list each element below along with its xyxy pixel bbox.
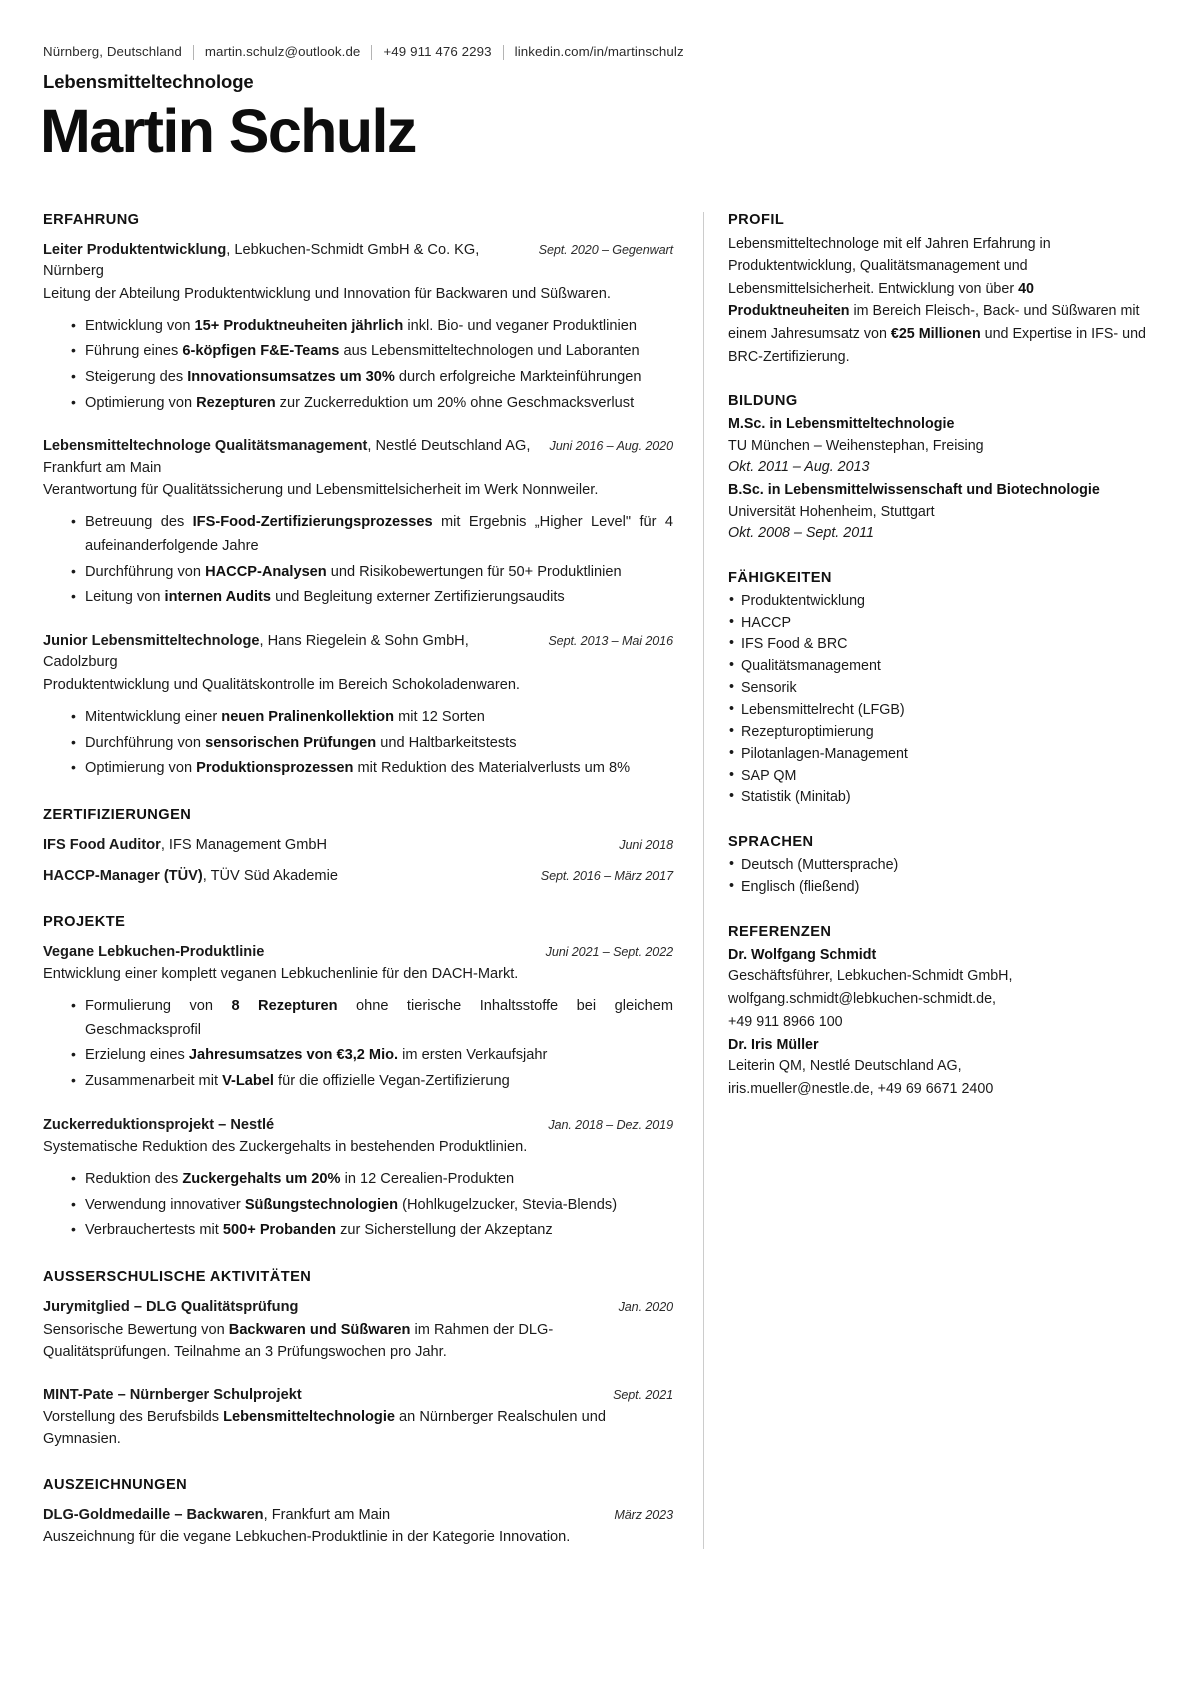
activity-description xyxy=(43,1320,673,1364)
experience-entry-bullets xyxy=(43,511,673,610)
bullet-text: Optimierung von xyxy=(85,760,197,777)
language-list xyxy=(728,855,1150,899)
activity-entry xyxy=(43,1385,673,1451)
section-references xyxy=(728,924,1150,1101)
section-heading-experience: ERFAHRUNG xyxy=(43,211,140,228)
experience-entry-date: Juni 2016 – Aug. 2020 xyxy=(549,439,673,454)
bullet-item xyxy=(71,511,673,558)
bullet-item xyxy=(71,340,673,364)
contact-email[interactable]: martin.schulz@outlook.de xyxy=(204,44,361,59)
reference-name: Dr. Iris Müller xyxy=(728,1037,819,1054)
bullet-text: in 12 Cerealien-Produkten xyxy=(340,1171,515,1188)
certification-org: , TÜV Süd Akademie xyxy=(202,867,338,884)
activity-desc-text: Sensorische Bewertung von xyxy=(43,1321,229,1338)
education-school: TU München – Weihenstephan, Freising xyxy=(728,437,984,454)
project-entry-summary: Entwicklung einer komplett veganen Lebkuchenlinie für den DACH-Markt. xyxy=(43,966,519,983)
skill-item: • Produktentwicklung xyxy=(728,591,1150,613)
project-entry-title-line xyxy=(43,942,543,964)
activity-title: MINT-Pate – Nürnberger Schulprojekt xyxy=(43,1386,302,1403)
activity-desc-highlight: Backwaren und Süßwaren xyxy=(228,1321,411,1338)
experience-entry xyxy=(43,631,673,781)
contact-line xyxy=(43,44,1150,60)
project-entry-title-line xyxy=(43,1115,543,1137)
skill-item: • Statistik (Minitab) xyxy=(728,787,1150,809)
section-heading-projects: PROJEKTE xyxy=(43,913,126,930)
experience-entry-org: , Lebkuchen-Schmidt GmbH & Co. KG, Nürnberg xyxy=(43,241,480,280)
bullet-highlight: V-Label xyxy=(222,1073,274,1090)
bullet-text: für die offizielle Vegan-Zertifizierung xyxy=(273,1073,510,1090)
skill-item: • Pilotanlagen-Management xyxy=(728,744,1150,766)
bullet-text: Führung eines xyxy=(85,343,183,360)
bullet-text: im ersten Verkaufsjahr xyxy=(398,1047,548,1064)
bullet-text: Formulierung von xyxy=(85,998,232,1015)
bullet-text: aus Lebensmitteltechnologen und Laboranten xyxy=(339,343,640,360)
contact-separator-icon xyxy=(503,45,504,60)
section-profile xyxy=(728,212,1150,368)
section-education xyxy=(728,393,1150,545)
language-item: • Deutsch (Muttersprache) xyxy=(728,855,1150,877)
bullet-text: (Hohlkugelzucker, Stevia-Blends) xyxy=(398,1196,618,1213)
experience-entry-title-line xyxy=(43,436,543,479)
project-entry-date: Jan. 2018 – Dez. 2019 xyxy=(548,1117,673,1132)
section-heading-activities: AUSSERSCHULISCHE AKTIVITÄTEN xyxy=(43,1269,312,1286)
section-heading-references: REFERENZEN xyxy=(728,924,832,941)
award-entry-header xyxy=(43,1505,673,1527)
experience-entry-title: Junior Lebensmitteltechnologe xyxy=(43,632,260,649)
profile-highlight-products: 40 Produktneuheiten xyxy=(728,280,1034,320)
section-experience xyxy=(43,212,673,781)
skill-item: • Lebensmittelrecht (LFGB) xyxy=(728,700,1150,722)
experience-entry-title-line xyxy=(43,631,543,674)
experience-entry-title: Leiter Produktentwicklung xyxy=(43,241,227,258)
experience-entry-summary: Produktentwicklung und Qualitätskontrolle im Bereich Schokoladenwaren. xyxy=(43,677,520,694)
bullet-highlight: Jahresumsatzes von €3,2 Mio. xyxy=(188,1047,399,1064)
experience-entry-header xyxy=(43,436,673,479)
section-heading-awards: AUSZEICHNUNGEN xyxy=(43,1476,188,1493)
experience-entry-org: , Nestlé Deutschland AG, Frankfurt am Main xyxy=(43,438,531,476)
bullet-text: mit Ergebnis „Higher Level" für 4 aufeinanderfolgende Jahre xyxy=(85,514,673,554)
experience-entry-summary: Leitung der Abteilung Produktentwicklung und Innovation für Backwaren und Süßwaren. xyxy=(43,285,611,302)
profile-highlight-revenue: €25 Millionen xyxy=(890,325,981,342)
project-list xyxy=(43,942,673,1243)
bullet-text: und Risikobewertungen für 50+ Produktlinien xyxy=(326,563,622,580)
profile-text-part3: und Expertise in IFS- und BRC-Zertifizierung. xyxy=(728,325,1146,365)
experience-entry-summary: Verantwortung für Qualitätssicherung und Lebensmittelsicherheit im Werk Nonnweiler. xyxy=(43,482,599,499)
education-list xyxy=(728,414,1150,545)
project-entry-header xyxy=(43,942,673,964)
section-projects xyxy=(43,914,673,1243)
contact-phone[interactable]: +49 911 476 2293 xyxy=(383,44,492,59)
reference-detail: Leiterin QM, Nestlé Deutschland AG, xyxy=(728,1058,962,1075)
activity-desc-highlight: Lebensmitteltechnologie xyxy=(223,1409,395,1426)
activity-title-line xyxy=(43,1385,543,1407)
bullet-text: Verwendung innovativer xyxy=(85,1196,245,1213)
certification-entry xyxy=(43,866,673,888)
bullet-item xyxy=(71,1070,673,1094)
experience-entry-header xyxy=(43,631,673,674)
bullet-highlight: Zuckergehalts um 20% xyxy=(182,1171,341,1188)
bullet-item xyxy=(71,732,673,756)
project-entry xyxy=(43,942,673,1094)
bullet-text: zur Sicherstellung der Akzeptanz xyxy=(336,1222,553,1239)
experience-entry xyxy=(43,240,673,416)
bullet-item xyxy=(71,1168,673,1192)
award-entry-title-line xyxy=(43,1505,543,1527)
award-entry xyxy=(43,1505,673,1549)
education-entry xyxy=(728,480,1150,544)
bullet-item xyxy=(71,1219,673,1243)
certification-date: Juni 2018 xyxy=(619,837,673,852)
experience-entry xyxy=(43,436,673,610)
experience-entry-bullets xyxy=(43,315,673,416)
profile-text-part2: im Bereich Fleisch-, Back- und Süßwaren mit einem Jahresumsatz von xyxy=(728,303,1140,342)
project-entry-header xyxy=(43,1115,673,1137)
bullet-highlight: 500+ Probanden xyxy=(222,1222,337,1239)
certification-date: Sept. 2016 – März 2017 xyxy=(540,868,673,883)
project-entry-title: Vegane Lebkuchen-Produktlinie xyxy=(43,943,265,960)
project-entry xyxy=(43,1115,673,1243)
project-entry-title: Zuckerreduktionsprojekt – Nestlé xyxy=(43,1116,275,1133)
skill-item: • Rezepturoptimierung xyxy=(728,722,1150,744)
reference-entry xyxy=(728,945,1150,1034)
reference-detail: Geschäftsführer, Lebkuchen-Schmidt GmbH, xyxy=(728,968,1013,985)
bullet-text: Reduktion des xyxy=(85,1171,183,1188)
activity-list xyxy=(43,1297,673,1451)
bullet-highlight: 15+ Produktneuheiten jährlich xyxy=(194,317,404,334)
bullet-highlight: Innovationsumsatzes um 30% xyxy=(187,368,395,385)
page-title: Martin Schulz xyxy=(40,96,416,165)
language-item: • Englisch (fließend) xyxy=(728,877,1150,899)
bullet-text: zur Zuckerreduktion um 20% ohne Geschmacksverlust xyxy=(275,394,635,411)
bullet-text: Mitentwicklung einer xyxy=(85,708,222,725)
contact-separator-icon xyxy=(371,45,372,60)
skill-list xyxy=(728,591,1150,810)
contact-location: Nürnberg, Deutschland xyxy=(43,44,182,59)
certification-title: HACCP-Manager (TÜV) xyxy=(43,867,203,884)
bullet-item xyxy=(71,561,673,585)
main-column xyxy=(43,212,703,1550)
skill-item: • Qualitätsmanagement xyxy=(728,656,1150,678)
activity-entry xyxy=(43,1297,673,1363)
activity-title: Jurymitglied – DLG Qualitätsprüfung xyxy=(43,1299,299,1316)
activity-desc-text: im Rahmen der DLG-Qualitätsprüfungen. Teilnahme an 3 Prüfungswochen pro Jahr. xyxy=(43,1321,554,1360)
education-dates: Okt. 2011 – Aug. 2013 xyxy=(728,458,870,475)
award-entry-summary: Auszeichnung für die vegane Lebkuchen-Produktlinie in der Kategorie Innovation. xyxy=(43,1529,571,1546)
bullet-highlight: internen Audits xyxy=(164,589,272,606)
activity-description xyxy=(43,1407,673,1451)
contact-linkedin[interactable]: linkedin.com/in/martinschulz xyxy=(514,44,684,59)
award-entry-date: März 2023 xyxy=(614,1507,673,1522)
bullet-highlight: neuen Pralinenkollektion xyxy=(221,708,395,725)
bullet-text: und Begleitung externer Zertifizierungsaudits xyxy=(271,589,565,606)
sidebar-column xyxy=(704,212,1150,1103)
bullet-item xyxy=(71,392,673,416)
section-heading-certifications: ZERTIFIZIERUNGEN xyxy=(43,806,192,823)
activity-date: Sept. 2021 xyxy=(613,1387,673,1402)
bullet-item xyxy=(71,995,673,1042)
bullet-item xyxy=(71,366,673,390)
bullet-text: mit Reduktion des Materialverlusts um 8% xyxy=(353,760,631,777)
contact-separator-icon xyxy=(193,45,194,60)
bullet-text: Durchführung von xyxy=(85,734,206,751)
bullet-text: Durchführung von xyxy=(85,563,206,580)
experience-entry-date: Sept. 2020 – Gegenwart xyxy=(538,242,673,257)
section-heading-languages: SPRACHEN xyxy=(728,834,814,851)
bullet-highlight: 8 Rezepturen xyxy=(231,998,338,1015)
bullet-item xyxy=(71,706,673,730)
education-degree: M.Sc. in Lebensmitteltechnologie xyxy=(728,416,955,433)
bullet-text: Leitung von xyxy=(85,589,165,606)
section-awards xyxy=(43,1477,673,1549)
resume-body xyxy=(43,212,1150,1550)
award-entry-title: DLG-Goldmedaille – Backwaren xyxy=(43,1506,264,1523)
experience-entry-bullets xyxy=(43,706,673,781)
activity-entry-header xyxy=(43,1297,673,1319)
profile-text xyxy=(728,233,1150,368)
bullet-highlight: sensorischen Prüfungen xyxy=(205,734,377,751)
project-entry-summary: Systematische Reduktion des Zuckergehalts in bestehenden Produktlinien. xyxy=(43,1139,528,1156)
bullet-item xyxy=(71,1044,673,1068)
reference-detail: +49 911 8966 100 xyxy=(728,1014,843,1031)
skill-item: • SAP QM xyxy=(728,766,1150,788)
bullet-text: Steigerung des xyxy=(85,368,188,385)
certification-list xyxy=(43,835,673,888)
bullet-text: durch erfolgreiche Markteinführungen xyxy=(394,368,642,385)
experience-list xyxy=(43,240,673,781)
bullet-highlight: Produktionsprozessen xyxy=(196,760,354,777)
project-entry-bullets xyxy=(43,1168,673,1243)
section-heading-skills: FÄHIGKEITEN xyxy=(728,569,832,586)
certification-entry xyxy=(43,835,673,857)
experience-entry-title-line xyxy=(43,240,543,283)
award-list xyxy=(43,1505,673,1549)
bullet-text: Entwicklung von xyxy=(85,317,195,334)
bullet-item xyxy=(71,315,673,339)
bullet-text: ohne tierische Inhaltsstoffe bei gleichem Geschmacksprofil xyxy=(85,998,673,1038)
experience-entry-title: Lebensmitteltechnologe Qualitätsmanagement xyxy=(43,438,368,455)
bullet-text: und Haltbarkeitstests xyxy=(376,734,517,751)
bullet-item xyxy=(71,757,673,781)
activity-desc-text: Vorstellung des Berufsbilds xyxy=(43,1409,224,1426)
project-entry-bullets xyxy=(43,995,673,1094)
section-skills xyxy=(728,570,1150,810)
skill-item: • Sensorik xyxy=(728,678,1150,700)
bullet-text: Betreuung des xyxy=(85,514,193,531)
bullet-text: Erzielung eines xyxy=(85,1047,189,1064)
reference-entry xyxy=(728,1035,1150,1101)
bullet-text: Optimierung von xyxy=(85,394,197,411)
section-certifications xyxy=(43,807,673,888)
bullet-text: mit 12 Sorten xyxy=(394,708,485,725)
section-activities xyxy=(43,1269,673,1451)
bullet-text: inkl. Bio- und veganer Produktlinien xyxy=(403,317,637,334)
skill-item: • IFS Food & BRC xyxy=(728,634,1150,656)
section-heading-education: BILDUNG xyxy=(728,393,798,410)
activity-title-line xyxy=(43,1297,543,1319)
bullet-text: Zusammenarbeit mit xyxy=(85,1073,223,1090)
experience-entry-org: , Hans Riegelein & Sohn GmbH, Cadolzburg xyxy=(43,632,469,671)
reference-list xyxy=(728,945,1150,1101)
reference-detail: wolfgang.schmidt@lebkuchen-schmidt.de, xyxy=(728,991,997,1008)
award-entry-org: , Frankfurt am Main xyxy=(263,1506,391,1523)
skill-item: • HACCP xyxy=(728,613,1150,635)
activity-date: Jan. 2020 xyxy=(618,1300,673,1315)
education-dates: Okt. 2008 – Sept. 2011 xyxy=(728,525,874,542)
certification-title: IFS Food Auditor xyxy=(43,836,161,853)
education-entry xyxy=(728,414,1150,478)
reference-name: Dr. Wolfgang Schmidt xyxy=(728,947,877,964)
experience-entry-header xyxy=(43,240,673,283)
activity-desc-text: an Nürnberger Realschulen und Gymnasien. xyxy=(43,1409,606,1447)
bullet-highlight: IFS-Food-Zertifizierungsprozesses xyxy=(192,514,433,531)
bullet-item xyxy=(71,586,673,610)
project-entry-date: Juni 2021 – Sept. 2022 xyxy=(545,944,673,959)
profile-text-part1: Lebensmitteltechnologe mit elf Jahren Erfahrung in Produktentwicklung, Qualitätsmanagement und Lebensmittelsicherheit. Entwicklung von über xyxy=(728,235,1051,297)
section-heading-profile: PROFIL xyxy=(728,211,785,228)
job-title: Lebensmitteltechnologe xyxy=(43,70,254,92)
bullet-highlight: Rezepturen xyxy=(196,394,276,411)
experience-entry-date: Sept. 2013 – Mai 2016 xyxy=(548,633,673,648)
section-languages xyxy=(728,834,1150,899)
education-school: Universität Hohenheim, Stuttgart xyxy=(728,503,935,520)
bullet-text: Verbrauchertests mit xyxy=(85,1222,223,1239)
reference-detail: iris.mueller@nestle.de, +49 69 6671 2400 xyxy=(728,1081,994,1098)
bullet-highlight: 6-köpfigen F&E-Teams xyxy=(182,343,340,360)
certification-org: , IFS Management GmbH xyxy=(160,836,328,853)
education-degree: B.Sc. in Lebensmittelwissenschaft und Biotechnologie xyxy=(728,482,1100,499)
bullet-highlight: Süßungstechnologien xyxy=(244,1196,399,1213)
activity-entry-header xyxy=(43,1385,673,1407)
bullet-highlight: HACCP-Analysen xyxy=(205,563,327,580)
bullet-item xyxy=(71,1194,673,1218)
